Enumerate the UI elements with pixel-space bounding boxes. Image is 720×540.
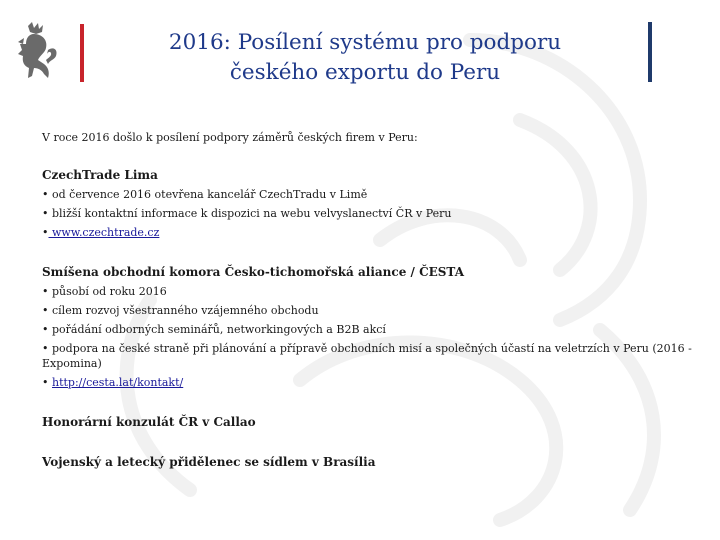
list-item: • působí od roku 2016 <box>42 285 167 298</box>
title-line-1: 2016: Posílení systému pro podporu <box>168 30 562 55</box>
bullet: • <box>42 285 49 298</box>
section-heading-czechtrade: CzechTrade Lima <box>42 168 158 182</box>
list-item: • od července 2016 otevřena kancelář CzechTradu v Limě <box>42 188 368 201</box>
main-content <box>42 128 692 472</box>
bullet: • <box>42 342 49 355</box>
list-item: • cílem rozvoj všestranného vzájemného obchodu <box>42 304 319 317</box>
red-accent-bar <box>80 24 84 82</box>
section-heading-consulate: Honorární konzulát ČR v Callao <box>42 415 256 429</box>
bullet: • <box>42 304 49 317</box>
list-item: • pořádání odborných seminářů, networkingových a B2B akcí <box>42 323 386 336</box>
cesta-link[interactable]: http://cesta.lat/kontakt/ <box>52 376 184 389</box>
blue-accent-bar <box>648 22 652 82</box>
czech-lion-emblem-icon <box>14 20 62 82</box>
list-item <box>42 223 692 242</box>
czechtrade-link[interactable]: www.czechtrade.cz <box>48 226 160 239</box>
list-item: • podpora na české straně při plánování a přípravě obchodních misí a společných účastí na veletrzích v Peru (2016 - Expomina) <box>42 342 692 370</box>
bullet: • <box>42 188 49 201</box>
list-item <box>42 373 692 392</box>
section-heading-attache: Vojenský a letecký přidělenec se sídlem v Brasília <box>42 455 376 469</box>
title-line-2: českého exportu do Peru <box>229 60 501 85</box>
intro-text: V roce 2016 došlo k posílení podpory záměrů českých firem v Peru: <box>42 131 418 144</box>
page-title <box>100 28 630 88</box>
bullet: • <box>42 207 49 220</box>
bullet: • <box>42 323 49 336</box>
bullet: • <box>42 376 49 389</box>
list-item: • bližší kontaktní informace k dispozici na webu velvyslanectví ČR v Peru <box>42 207 452 220</box>
bullet: • <box>42 226 49 239</box>
section-heading-cesta: Smíšena obchodní komora Česko-tichomořská aliance / ČESTA <box>42 265 465 279</box>
